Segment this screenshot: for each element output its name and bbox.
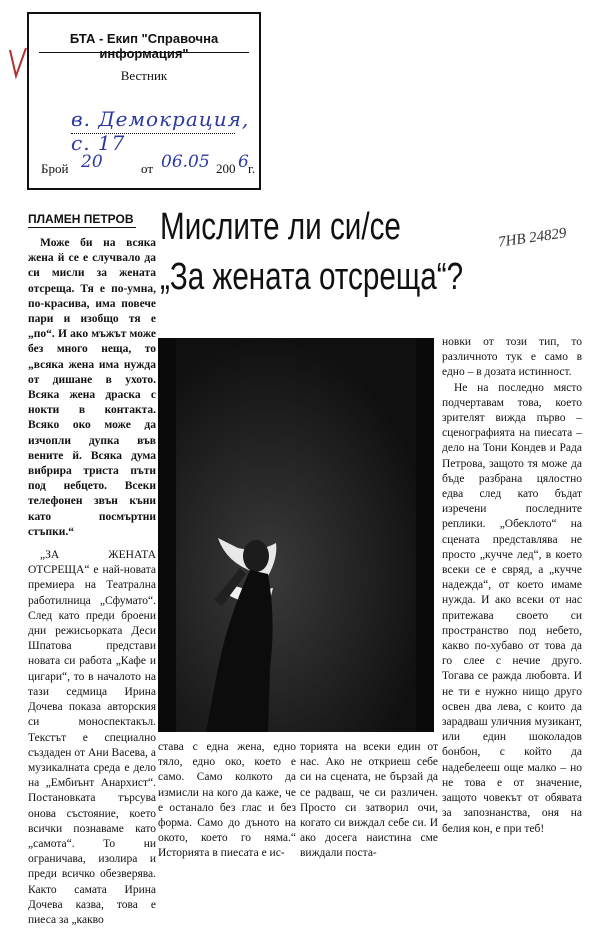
stamp-agency: БТА - Екип "Справочна информация" (69, 31, 219, 61)
stamp-year-suffix: г. (248, 161, 256, 176)
stamp-dotted-line (71, 133, 235, 134)
stamp-divider (39, 52, 249, 53)
article-column-4 (442, 335, 582, 837)
headline (160, 202, 488, 302)
article-lead: Може би на всяка жена й се е случвало да си мисли за жената отсреща. Тя е по-умна, по-красива, има повече пари и изобщо тя е „по“. И ако мъжът може без много неща, то „всяка жена има нужда от дишане в ухото. Всяка жена драска с нокти в контакта. Всяко око може да изчопли дупка във вените й. Всяка дума вибрира триста пъти под небцето. Всеки телефонен звън къни като посмъртни стъпки.“ (28, 237, 156, 538)
article-paragraph: новки от този тип, то различното тук е само в едно – в дозата истинност. (442, 336, 582, 379)
article-paragraph: Не на последно място подчертавам това, което зрителят вижда първо – сценографията на пиесата – дело на Тони Кондев и Рада Петрова, защото тя може да бъде разбрана цялостно едва след като бъдат изречени последните реплики. „Обеклото“ на сцената представлява не просто „кучче лед“, в което всеки се е свряд, а „кучче надежда“, от което имаме нужда. И ако всеки от нас притежава своето си пространство под небето, какво по-хубаво от това да го слее с нечие друго. Тогава се ражда любовта. И не ти е нужно нищо друго освен два лева, с които да зарадваш уличния музикант, или един шоколадов бонбон, с който да надебелееш още малко – но не това е от значение, защото човекът от обявата за запознанства, оня на белия кон, е при теб! (442, 381, 582, 835)
archive-stamp (27, 12, 261, 190)
stamp-issue-number: 20 (81, 152, 103, 172)
stamp-newspaper-handwritten: в. Демокрация, с. 17 (71, 107, 250, 155)
stamp-newspaper-label: Вестник (120, 68, 168, 83)
headline-line-2: „За жената отсреща“? (160, 256, 464, 298)
article-column-2 (158, 740, 296, 862)
article-paragraph: „ЗА ЖЕНАТА ОТСРЕЩА“ е най-новата премиера на Театрална работилница „Сфумато“. След като преди броени дни режисьорката Деси Шпатова представи новата си работа „Кафе и цигари“, то в началото на тази седмица Ирина Дочева показа авторския си моноспектакъл. Текстът е специално създаден от Ани Васева, а музикалната среда е дело на „Ембиънт Анархист“. Постановката търсува онова състояние, което всички познаваме като „самота“. То ни ограничава, изолира и преди всичко обезверява. Както самата Ирина Дочева казва, това е пиеса за „какво (28, 549, 156, 926)
stage-photo (158, 338, 434, 732)
article-paragraph: торията на всеки един от нас. Ако не откриеш себе си на сцената, не бързай да се радваш, че си различен. Просто си затворил очи, когато си виждал себе си. И ако досега наистина сме виждали поста- (300, 741, 438, 860)
article-paragraph: става с една жена, едно тяло, едно око, което е само. Само колкото да измисли на кого да каже, че е останало без глас и без форма. Само до дъното на окото, което го няма.“ Историята в пиесата е ис- (158, 741, 296, 860)
article-column-3 (300, 740, 438, 862)
headline-line-1: Мислите ли си/се (160, 206, 401, 248)
stamp-date-value: 06.05 (161, 152, 210, 172)
byline-rule (28, 227, 136, 228)
stamp-year-digit: 6 (238, 152, 249, 172)
stamp-date-prefix: от (141, 161, 154, 176)
stamp-year-prefix: 200 (216, 161, 236, 176)
performer-silhouette-icon (158, 338, 434, 732)
author-byline: ПЛАМЕН ПЕТРОВ (28, 212, 134, 226)
stamp-issue-label: Брой (41, 161, 69, 176)
article-column-1 (28, 236, 156, 928)
archive-reference-number: 7НВ 24829 (497, 225, 568, 251)
